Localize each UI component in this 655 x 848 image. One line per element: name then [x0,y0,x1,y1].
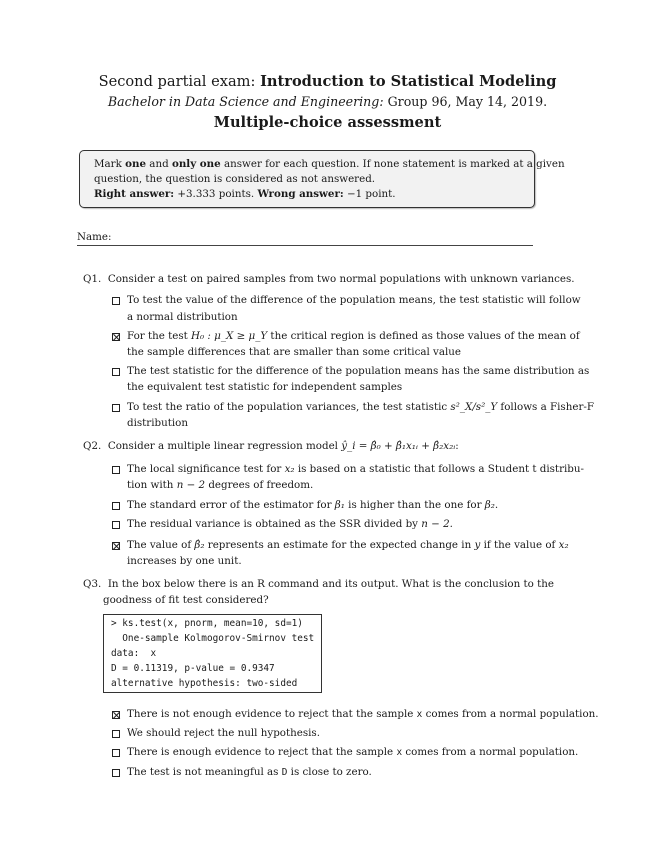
code-symbol: D [281,767,288,778]
code-line: D = 0.11319, p-value = 0.9347 [111,663,275,674]
question-number: Q1. [83,273,102,285]
r-code-box [103,614,322,693]
option-text: The value of [127,539,195,551]
code-line: One-sample Kolmogorov-Smirnov test [111,633,315,644]
q1-option-3-line-2: the equivalent test statistic for independent samples [127,381,403,393]
q2-option-2-checkbox[interactable] [112,502,120,510]
q1-option-1-line-2: a normal distribution [127,311,238,323]
question-1 [83,273,575,285]
q2-option-1-checkbox[interactable] [112,466,120,474]
q1-option-3-checkbox[interactable] [112,368,120,376]
q1-option-1-checkbox[interactable] [112,297,120,305]
instr-text: answer for each question. If none statement is marked at a given [220,158,565,170]
code-line: alternative hypothesis: two-sided [111,678,298,689]
q3-option-3-line-1 [127,746,578,758]
title-prefix: Second partial exam: [98,73,261,90]
group-date: Group 96, May 14, 2019. [387,94,548,109]
q1-option-4-line-1 [127,401,594,413]
q1-option-4-checkbox[interactable] [112,404,120,412]
wrong-answer-label: Wrong answer: [257,188,344,200]
math-expression: s²_X/s²_Y [450,401,498,413]
program-name: Bachelor in Data Science and Engineering: [107,94,384,109]
option-text: The test is not meaningful as [127,766,282,778]
option-text: There is not enough evidence to reject that the sample [127,708,417,720]
q3-option-2-checkbox[interactable] [112,730,120,738]
question-3 [83,578,554,590]
instructions-line-1 [94,158,565,170]
option-text: if the value of [480,539,559,551]
question-number: Q2. [83,440,102,452]
q2-option-4-line-2: increases by one unit. [127,555,242,567]
q2-option-4-line-1 [127,539,569,551]
q1-option-2-line-1 [127,330,580,342]
q2-option-1-line-1 [127,463,584,475]
q2-option-4-checkbox[interactable] [112,542,120,550]
code-symbol: x [416,709,423,720]
instr-bold-one: one [125,158,147,170]
option-text: represents an estimate for the expected change in [204,539,475,551]
option-text: comes from a normal population. [422,708,599,720]
q3-option-3-checkbox[interactable] [112,749,120,757]
q1-option-2-checkbox[interactable] [112,333,120,341]
option-text: follows a Fisher-F [497,401,594,413]
math-expression: β₂ [484,499,495,511]
wrong-answer-points: −1 point. [343,188,396,200]
question-text: Consider a test on paired samples from two normal populations with unknown variances. [107,273,575,285]
math-expression: H₀ : μ_X ≥ μ_Y [191,330,268,342]
q1-option-1-line-1: To test the value of the difference of the population means, the test statistic will follow [127,294,581,306]
option-text: degrees of freedom. [205,479,314,491]
math-expression: x₂ [558,539,569,551]
option-text: For the test [127,330,192,342]
q3-option-4-line-1 [127,766,372,778]
code-line: data: x [111,648,157,659]
name-field[interactable] [77,245,533,246]
q1-option-4-line-2: distribution [127,417,189,429]
question-text: : [455,440,459,452]
q2-option-2-line-1 [127,499,498,511]
option-text: The standard error of the estimator for [127,499,335,511]
code-symbol: x [396,747,403,758]
math-expression: n − 2 [421,518,450,530]
option-text: To test the ratio of the population variances, the test statistic [127,401,451,413]
option-text: is higher than the one for [344,499,485,511]
math-expression: ŷ_i = β̂₀ + β̂₁x₁ᵢ + β̂₂x₂ᵢ [341,440,456,452]
code-line: > ks.test(x, pnorm, mean=10, sd=1) [111,618,303,629]
exam-title [0,73,655,90]
instructions-box [79,150,565,208]
option-text: is close to zero. [287,766,372,778]
option-text: . [449,518,453,530]
instructions-line-2: question, the question is considered as not answered. [94,173,376,185]
question-3-line-2: goodness of fit test considered? [103,594,269,606]
q1-option-2-line-2: the sample differences that are smaller than some critical value [127,346,462,358]
question-text: Consider a multiple linear regression model [107,440,342,452]
option-text: the critical region is defined as those values of the mean of [267,330,580,342]
q2-option-3-checkbox[interactable] [112,521,120,529]
option-text: tion with [127,479,177,491]
assessment-heading: Multiple-choice assessment [213,114,442,131]
math-expression: n − 2 [176,479,206,491]
math-expression: β̂₂ [194,539,205,551]
q2-option-1-line-2 [127,479,313,491]
course-name: Introduction to Statistical Modeling [260,73,557,90]
instr-text: and [146,158,172,170]
instr-text: Mark [94,158,126,170]
instr-bold-only-one: only one [171,158,221,170]
instructions-line-3 [94,188,396,200]
right-answer-label: Right answer: [94,188,175,200]
q3-option-1-checkbox[interactable] [112,711,120,719]
option-text: comes from a normal population. [402,746,579,758]
option-text: The local significance test for [127,463,285,475]
q3-option-1-line-1 [127,708,599,720]
q3-option-2-line-1: We should reject the null hypothesis. [127,727,320,739]
q2-option-3-line-1 [127,518,453,530]
option-text: . [494,499,499,511]
math-expression: y [474,539,481,551]
q3-option-4-checkbox[interactable] [112,769,120,777]
question-number: Q3. [83,578,102,590]
name-label: Name: [77,231,112,243]
option-text: is based on a statistic that follows a Student t distribu- [294,463,584,475]
right-answer-points: +3.333 points. [174,188,258,200]
option-text: The residual variance is obtained as the SSR divided by [127,518,422,530]
exam-subtitle [0,94,655,109]
q1-option-3-line-1: The test statistic for the difference of the population means has the same distribution as [127,365,590,377]
question-2 [83,440,459,452]
math-expression: x₂ [284,463,295,475]
question-text: In the box below there is an R command and its output. What is the conclusion to the [107,578,554,590]
option-text: There is enough evidence to reject that the sample [127,746,397,758]
math-expression: β₁ [334,499,345,511]
